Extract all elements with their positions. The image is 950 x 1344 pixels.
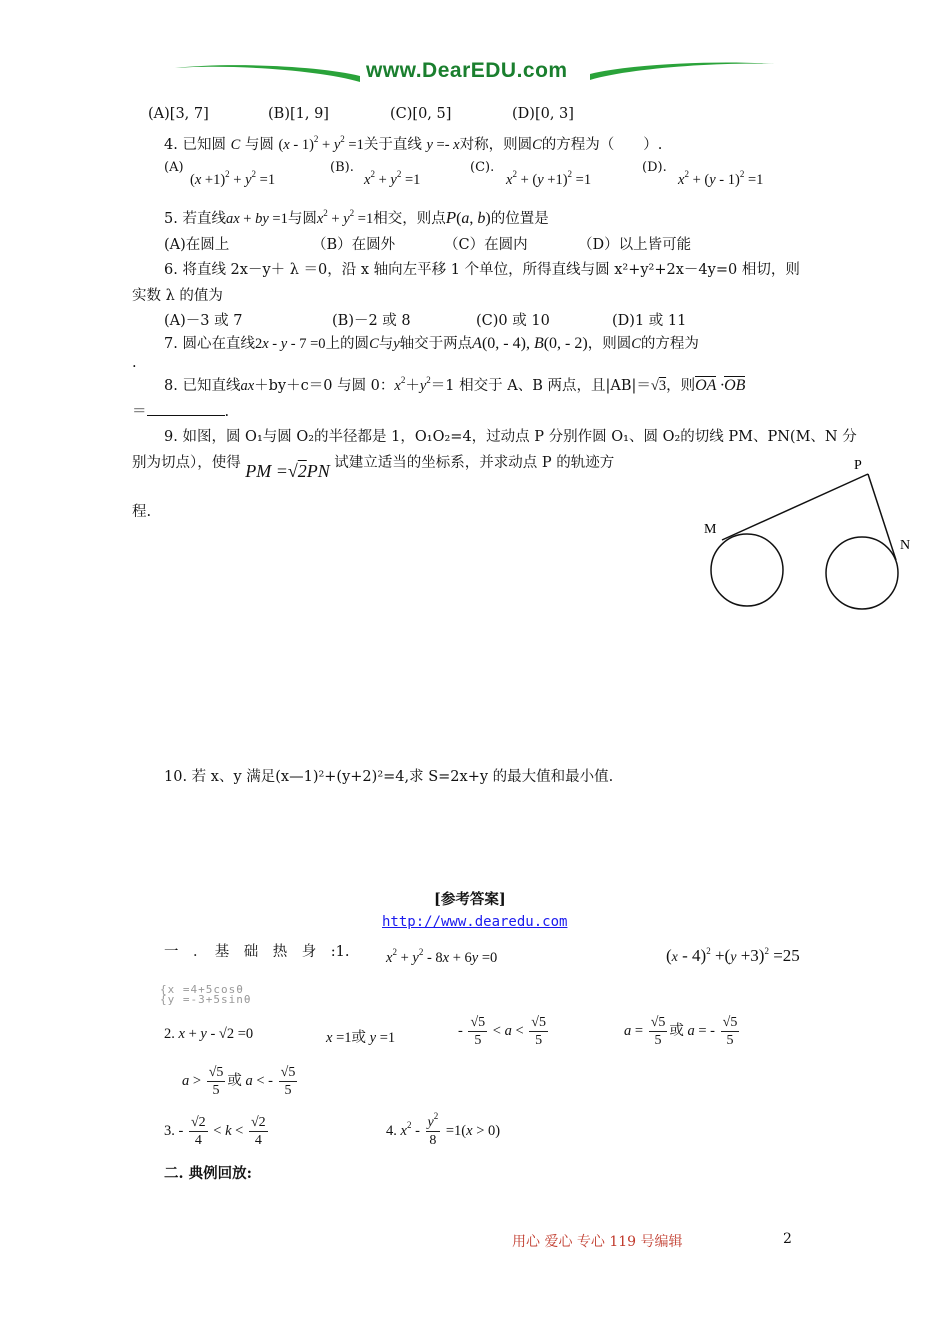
- q6-option-a: (A)－3 或 7: [164, 313, 243, 329]
- answer-2a: 2. x + y - √2 =0: [164, 1026, 254, 1042]
- q3-option-b: (B)[1, 9]: [268, 106, 329, 122]
- q10-text: 10. 若 x、y 满足(x—1)²+(y+2)²=4,求 S=2x+y 的最大值和最小值.: [164, 769, 614, 785]
- q4-option-a: $(x +1)^2 + y^2 =1$: [190, 169, 276, 188]
- header-logo: [170, 56, 780, 90]
- answer-2c: - $\frac{√5}{5}$ < a < $\frac{√5}{5}$: [458, 1015, 546, 1048]
- answer-4: 4. $x^2$ - $\frac{y^2}{8}$ =1(x > 0): [386, 1111, 501, 1148]
- tangent-pm: [722, 474, 868, 540]
- q5-stem: 5. 若直线ax + by =1与圆$x^2 + y^2 =1$相交，则点P(a, b)的位置是: [164, 208, 549, 227]
- q4-option-c-label: (C).: [470, 160, 495, 175]
- q6-option-d: (D)1 或 11: [612, 313, 687, 329]
- circle-o1: [711, 534, 783, 606]
- logo-text: www.DearEDU.com: [366, 59, 568, 82]
- label-m: M: [704, 522, 717, 537]
- q6-option-b: (B)－2 或 8: [332, 313, 411, 329]
- answer-1a: $x^2 + y^2 - 8x + 6y =0$: [386, 947, 498, 966]
- q6-line2: 实数 λ 的值为: [132, 288, 223, 304]
- q5-option-d: （D）以上皆可能: [578, 237, 692, 253]
- answers-title: [参考答案]: [434, 891, 506, 908]
- q4-stem: 4. 已知圆 C 与圆 $(x - 1)^2 + y^2 =1$关于直线 y =- x对称，则圆C的方程为（ ）.: [164, 134, 663, 153]
- label-n: N: [900, 538, 911, 553]
- q8-answer-blank: [147, 402, 225, 416]
- q7-cont: .: [132, 355, 137, 371]
- q4-option-d-label: (D).: [642, 160, 667, 175]
- q4-option-d: $x^2 + (y - 1)^2 =1$: [678, 169, 764, 188]
- q7-stem: 7. 圆心在直线2x - y - 7 =0上的圆C与y轴交于两点A(0, - 4), B(0, - 2)，则圆C的方程为: [164, 335, 699, 352]
- q3-option-c: (C)[0, 5]: [390, 106, 452, 122]
- answer-3: 3. - $\frac{√2}{4}$ < k < $\frac{√2}{4}$: [164, 1115, 266, 1148]
- footer-text: 用心 爱心 专心 119 号编辑: [512, 1234, 683, 1250]
- q9-line2: 别为切点），使得 PM =√2PN 试建立适当的坐标系，并求动点 P 的轨迹方: [132, 455, 615, 481]
- q5-option-b: （B）在圆外: [312, 237, 396, 253]
- q3-option-d: (D)[0, 3]: [512, 106, 574, 122]
- answer-2d: a = $\frac{√5}{5}$ 或 a = - $\frac{√5}{5}$: [624, 1015, 738, 1048]
- answer-1c-smudge: {x =4+5cosθ {y =-3+5sinθ: [160, 983, 252, 1006]
- q3-option-a: (A)[3, 7]: [148, 106, 209, 122]
- q4-option-a-label: (A): [164, 160, 184, 175]
- q4-option-c: $x^2 + (y +1)^2 =1$: [506, 169, 592, 188]
- q4-option-b-label: (B).: [330, 160, 354, 175]
- circle-o2: [826, 537, 898, 609]
- q5-option-c: （C）在圆内: [444, 237, 528, 253]
- q4-options: [164, 160, 824, 192]
- q8-line2: ＝ .: [132, 404, 230, 420]
- q9-line1: 9. 如图，圆 O₁与圆 O₂的半径都是 1，O₁O₂=4，过动点 P 分别作圆 O₁、圆 O₂的切线 PM、PN(M、N 分: [164, 429, 857, 445]
- page-number: 2: [783, 1231, 792, 1247]
- answer-1b: $(x - 4)^2 +(y +3)^2 =25$: [666, 946, 800, 965]
- q5-option-a: (A)在圆上: [164, 237, 230, 253]
- tangent-pn: [868, 474, 896, 560]
- q8-stem: 8. 已知直线ax＋by＋c＝0 与圆 0：$x^2+y^2=1$ 相交于 A、B 两点，且|AB|＝√3，则OA ·OB: [164, 375, 746, 394]
- q6-line1: 6. 将直线 2x－y＋ λ ＝0，沿 x 轴向左平移 1 个单位，所得直线与圆 x²+y²+2x－4y=0 相切，则: [164, 262, 800, 278]
- answers-section1: 一 ． 基 础 热 身 :1.: [164, 944, 350, 960]
- answer-2b: x =1或 y =1: [326, 1030, 396, 1046]
- answers-section2: 二. 典例回放:: [164, 1165, 252, 1182]
- q4-option-b: $x^2 + y^2 =1$: [364, 169, 421, 188]
- answers-link[interactable]: http://www.dearedu.com: [382, 914, 568, 930]
- q9-figure: [690, 452, 930, 617]
- answer-2e: a > $\frac{√5}{5}$ 或 a < - $\frac{√5}{5}$: [182, 1065, 296, 1098]
- label-p: P: [854, 458, 862, 473]
- q9-line3: 程.: [132, 504, 152, 520]
- q6-option-c: (C)0 或 10: [476, 313, 550, 329]
